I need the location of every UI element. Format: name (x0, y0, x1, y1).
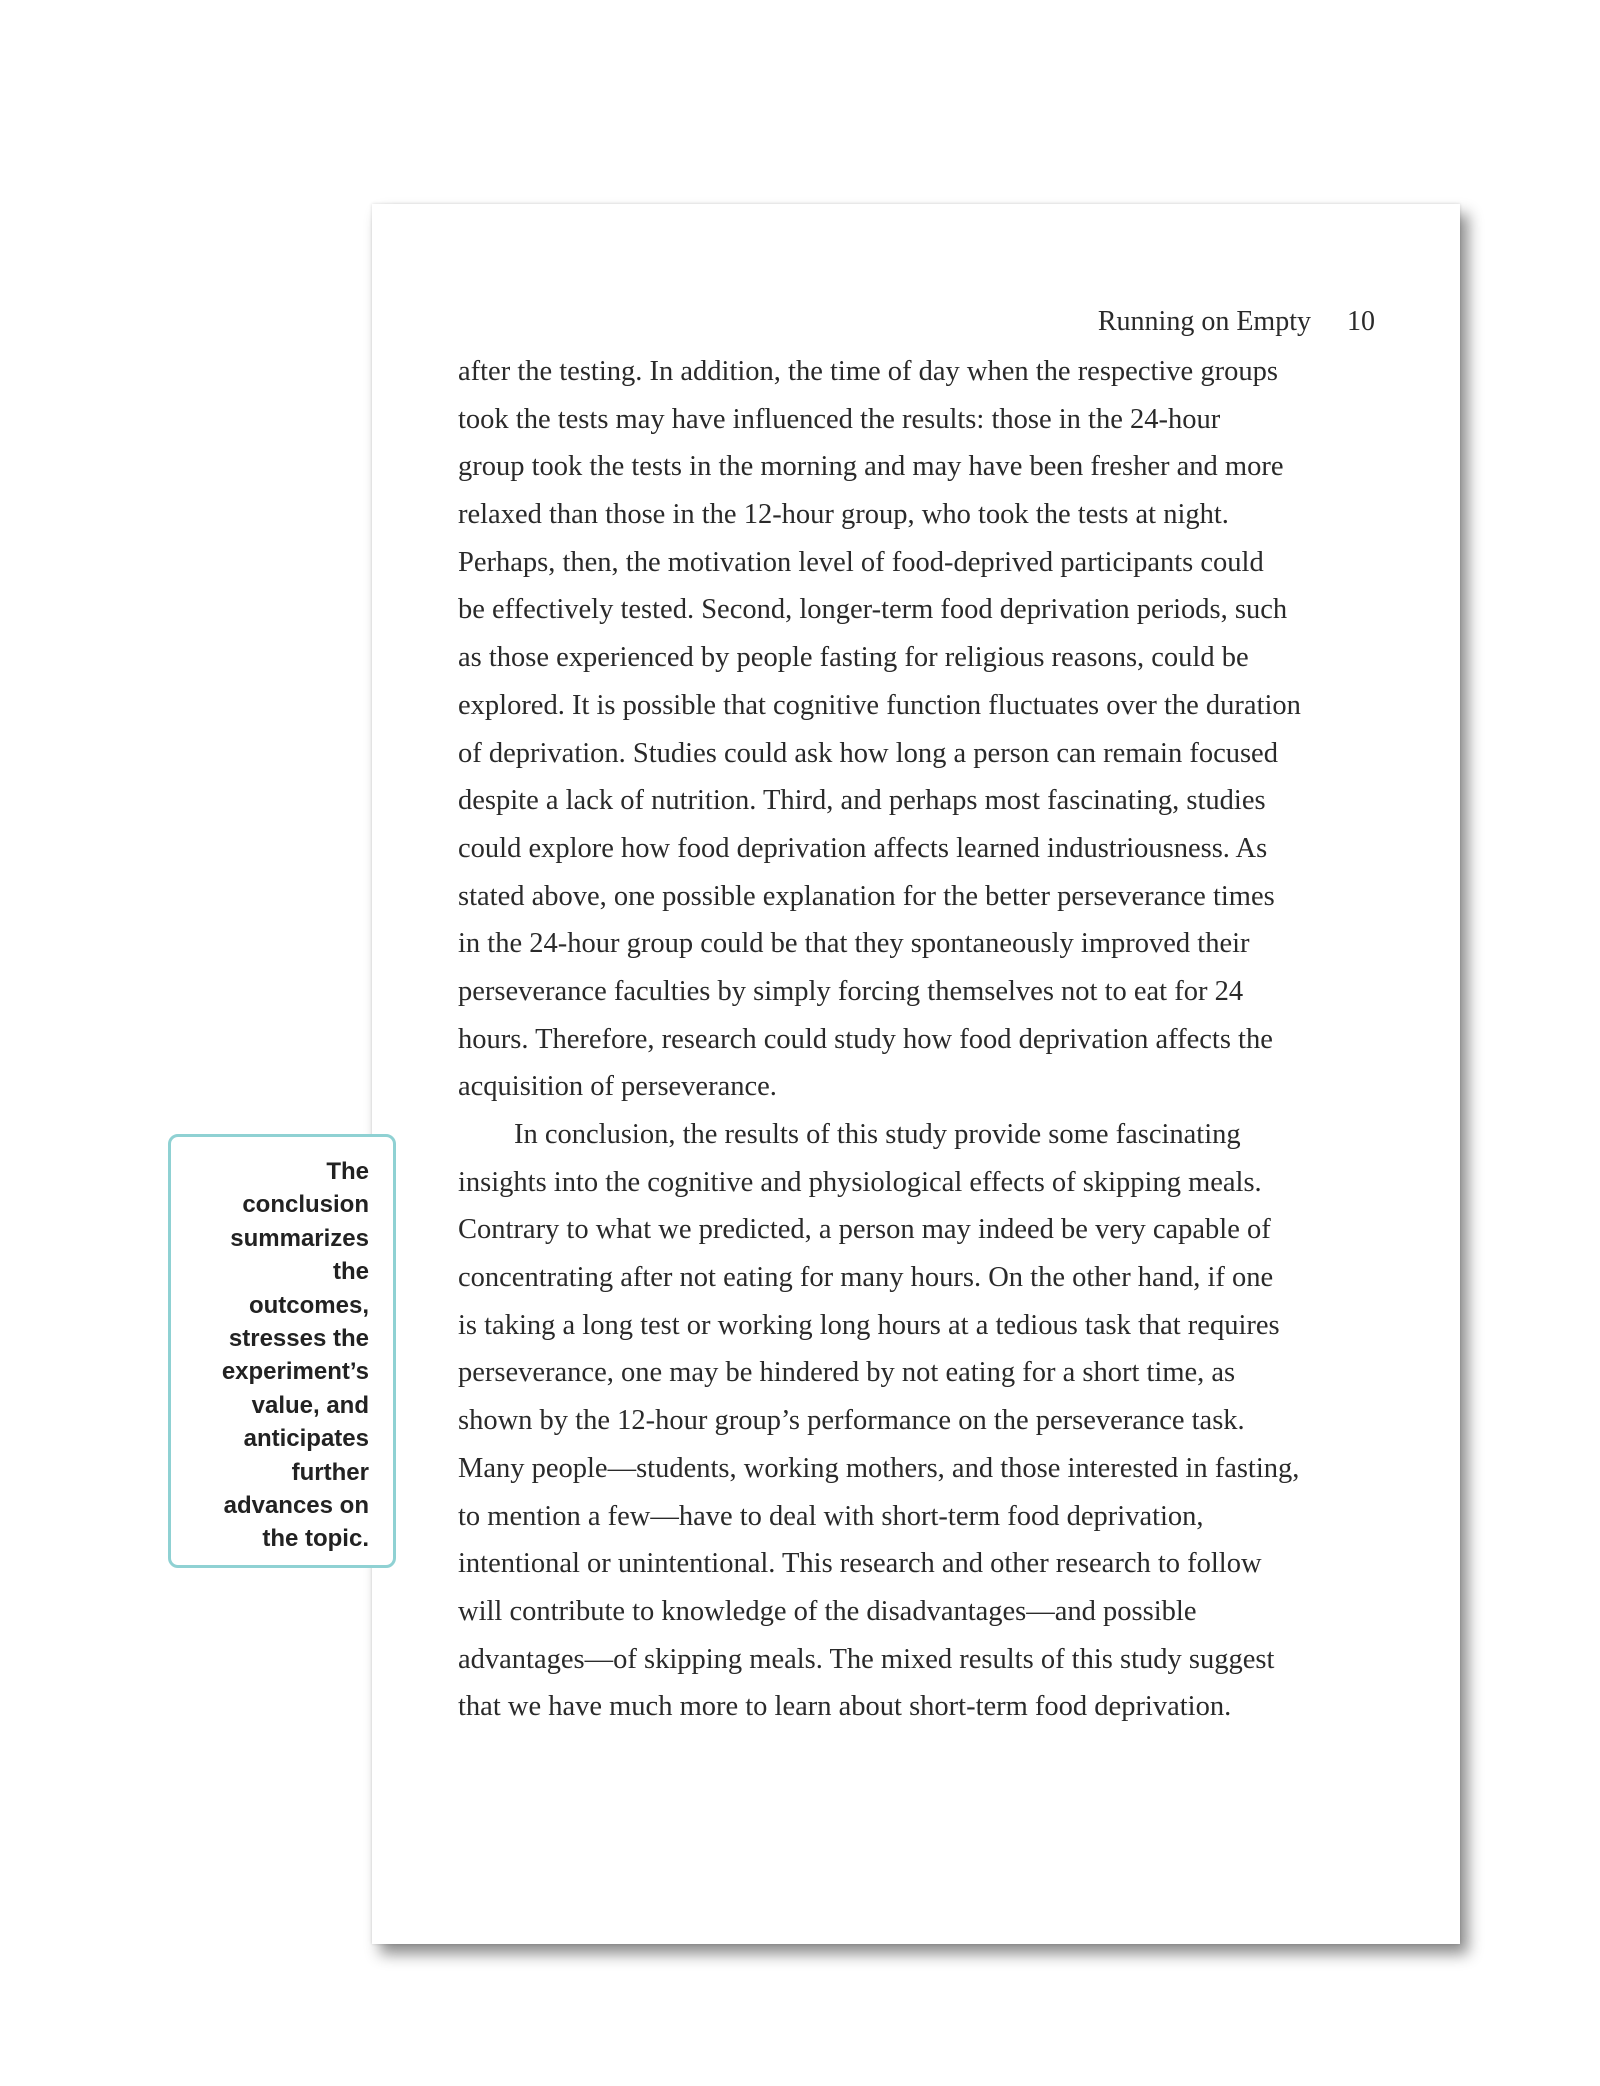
body-line: in the 24-hour group could be that they spontaneously improved their (458, 928, 1250, 960)
body-line: that we have much more to learn about short-term food deprivation. (458, 1691, 1232, 1723)
body-text (458, 348, 1388, 1731)
document-page (372, 204, 1460, 1944)
body-line: acquisition of perseverance. (458, 1071, 777, 1103)
body-line: explored. It is possible that cognitive function fluctuates over the duration (458, 689, 1301, 721)
annotation-line: summarizes (230, 1224, 369, 1252)
body-line: of deprivation. Studies could ask how long a person can remain focused (458, 737, 1278, 769)
body-line: group took the tests in the morning and may have been fresher and more (458, 451, 1284, 483)
body-line: concentrating after not eating for many hours. On the other hand, if one (458, 1262, 1274, 1294)
body-line: advantages—of skipping meals. The mixed results of this study suggest (458, 1643, 1275, 1675)
annotation-line: advances on (223, 1492, 369, 1520)
body-line: Many people—students, working mothers, and those interested in fasting, (458, 1452, 1300, 1484)
body-line: could explore how food deprivation affects learned industriousness. As (458, 832, 1268, 864)
running-head-title: Running on Empty (1097, 306, 1311, 337)
conclusion-paragraph-start: In conclusion, the results of this study provide some fascinating (514, 1119, 1241, 1150)
annotation-line: value, and (251, 1391, 369, 1419)
body-line: be effectively tested. Second, longer-term food deprivation periods, such (458, 594, 1288, 626)
body-line: insights into the cognitive and physiological effects of skipping meals. (458, 1166, 1262, 1198)
annotation-line: conclusion (242, 1191, 369, 1219)
body-line: will contribute to knowledge of the disadvantages—and possible (458, 1595, 1197, 1627)
annotation-line: outcomes, (248, 1291, 369, 1319)
annotation-line: The (326, 1158, 369, 1185)
annotation-line: the (333, 1258, 369, 1286)
body-line: perseverance faculties by simply forcing themselves not to eat for 24 (458, 975, 1244, 1007)
body-line: took the tests may have influenced the results: those in the 24-hour (458, 403, 1221, 435)
annotation-line: further (291, 1458, 369, 1486)
annotation-line: stresses the (228, 1325, 369, 1353)
body-line: Contrary to what we predicted, a person may indeed be very capable of (458, 1214, 1271, 1246)
body-line: Perhaps, then, the motivation level of food-deprived participants could (458, 546, 1264, 578)
annotation-line: anticipates (243, 1425, 369, 1453)
body-line: despite a lack of nutrition. Third, and perhaps most fascinating, studies (458, 785, 1266, 817)
body-line: stated above, one possible explanation for the better perseverance times (458, 880, 1275, 912)
body-line: perseverance, one may be hindered by not eating for a short time, as (458, 1357, 1236, 1389)
body-line: hours. Therefore, research could study how food deprivation affects the (458, 1023, 1273, 1055)
annotation-line: experiment’s (221, 1358, 369, 1386)
page-number: 10 (1347, 306, 1375, 337)
body-line: shown by the 12-hour group’s performance on the perseverance task. (458, 1405, 1245, 1437)
body-line: after the testing. In addition, the time of day when the respective groups (458, 356, 1278, 387)
body-line: as those experienced by people fasting for religious reasons, could be (458, 642, 1249, 674)
body-line: to mention a few—have to deal with short-term food deprivation, (458, 1500, 1204, 1532)
body-line: intentional or unintentional. This research and other research to follow (458, 1548, 1262, 1580)
margin-annotation (168, 1134, 396, 1568)
running-head (1098, 304, 1375, 340)
body-line: relaxed than those in the 12-hour group, who took the tests at night. (458, 499, 1229, 531)
annotation-line: the topic. (262, 1525, 369, 1553)
body-line: is taking a long test or working long hours at a tedious task that requires (458, 1309, 1280, 1341)
